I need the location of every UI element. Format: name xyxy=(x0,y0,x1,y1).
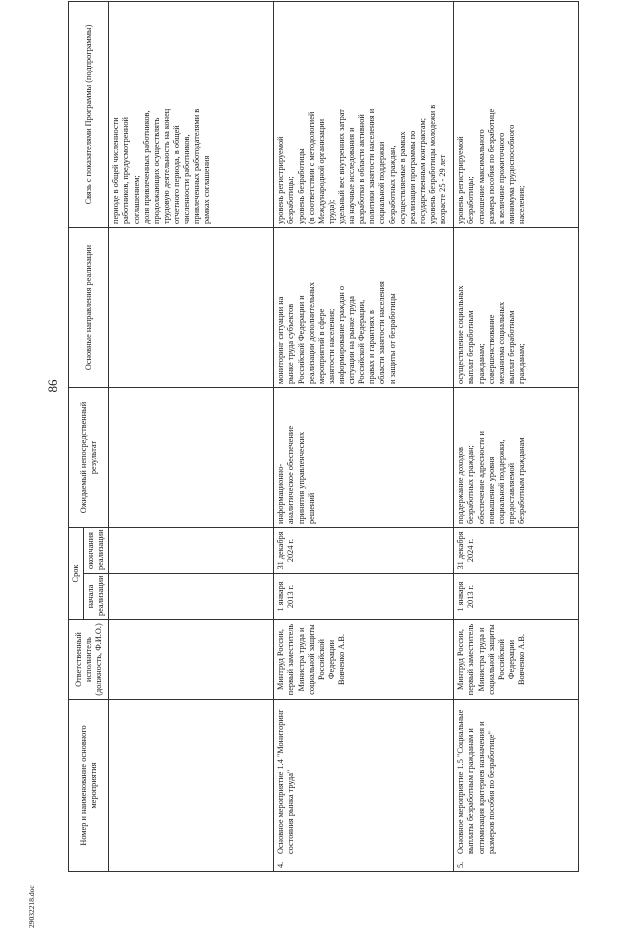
row5-number: 5. xyxy=(456,861,466,868)
row4-directions xyxy=(276,231,397,384)
header-row-top xyxy=(69,2,84,872)
text-line: ситуации на рынке труда xyxy=(347,296,357,384)
text-line: социальной поддержки xyxy=(377,141,387,224)
row5-start: 1 января 2013 г. xyxy=(454,574,579,620)
text-line: безработицы; xyxy=(466,176,476,224)
row4-name: Основное мероприятие 1.4 "Мониторинг состояния рынка труда" xyxy=(276,709,296,854)
text-line: (в соответствии с методологией xyxy=(306,111,316,224)
text-line: Министра труда и xyxy=(476,627,486,692)
row4-link xyxy=(276,5,448,224)
text-line: повышение уровня xyxy=(486,456,496,524)
text-line: минимума трудоспособного xyxy=(506,124,516,224)
text-line: обеспечение адресности и xyxy=(476,431,486,524)
header-expected-result: Ожидаемый непосредственный результат xyxy=(69,388,109,528)
text-line: гражданам; xyxy=(476,343,486,384)
text-line: безработицы; xyxy=(286,176,296,224)
text-line: Федерации xyxy=(506,639,516,680)
text-line: реализации программы по xyxy=(407,130,417,224)
text-line: области занятости населения xyxy=(377,281,387,384)
row4-link-cell xyxy=(274,2,454,228)
text-line: к величине прожиточного xyxy=(496,132,506,224)
row4-start: 1 января 2013 г. xyxy=(274,574,454,620)
row5-directions xyxy=(456,231,527,384)
text-line: безработным гражданам xyxy=(516,437,526,524)
row5-expected-result xyxy=(456,391,527,524)
text-line: осуществление социальных xyxy=(456,285,466,384)
text-line: уровень безработицы молодежи в xyxy=(427,104,437,224)
text-line: государственным контрактам; xyxy=(417,117,427,224)
row5-end: 31 декабря 2024 г. xyxy=(454,528,579,574)
text-line: Международной организации xyxy=(316,118,326,224)
text-line: Вовченко А.В. xyxy=(516,633,526,686)
text-line: отчетного периода, в общей xyxy=(171,125,181,224)
header-number-name: Номер и наименование основного мероприятия xyxy=(69,700,109,872)
page-number: 86 xyxy=(45,379,60,393)
text-line: населения; xyxy=(516,185,526,224)
cont-start-cell xyxy=(109,574,274,620)
text-line: предоставляемой xyxy=(506,462,516,524)
text-line: правах и гарантиях в xyxy=(367,310,377,384)
text-line: Федерации xyxy=(326,639,336,680)
row5-directions-cell xyxy=(454,228,579,388)
text-line: периоде в общей численности xyxy=(111,117,121,224)
text-line: аналитическое обеспечение xyxy=(286,425,296,524)
text-line: привлеченных работодателями в xyxy=(192,108,202,224)
text-line: Российской xyxy=(496,639,506,680)
row5-number-name-cell xyxy=(454,700,579,872)
text-line: труда); xyxy=(326,199,336,224)
cont-number-cell xyxy=(109,700,274,872)
text-line: Вовченко А.В. xyxy=(336,633,346,686)
text-line: Минтруд России, xyxy=(276,628,286,691)
text-line: информационно- xyxy=(276,463,286,524)
row5-responsible-cell xyxy=(454,620,579,700)
row5-name: Основное мероприятие 1.5 "Социальные выплаты безработным гражданам и оптимизация критериев назначения и размеров пособия по безработице" xyxy=(456,709,496,854)
header-link: Связь с показателями Программы (подпрограммы) xyxy=(69,2,109,228)
text-line: первый заместитель xyxy=(286,623,296,696)
row4-expected-result xyxy=(276,391,316,524)
row4-number-name-cell xyxy=(274,700,454,872)
header-end: окончания реализации xyxy=(84,528,109,574)
text-line: на научные исследования и xyxy=(347,127,357,224)
text-line: Российской xyxy=(316,639,326,680)
text-line: принятия управленческих xyxy=(296,431,306,524)
cont-link-cell xyxy=(109,2,274,228)
row4-responsible-cell xyxy=(274,620,454,700)
header-directions: Основные направления реализации xyxy=(69,228,109,388)
header-responsible: Ответственный исполнитель (должность, Ф.И.О.) xyxy=(69,620,109,700)
text-line: механизма социальных xyxy=(496,301,506,384)
text-line: занятости населения; xyxy=(326,308,336,384)
text-line: безработных граждан; xyxy=(466,445,476,524)
text-line: рамках соглашения xyxy=(202,155,212,224)
text-line: выплат безработным xyxy=(466,310,476,384)
text-line: уровень регистрируемой xyxy=(456,136,466,224)
text-line: поддержание доходов xyxy=(456,447,466,524)
row4-number: 4. xyxy=(276,861,286,868)
text-line: соглашением; xyxy=(131,175,141,224)
row4-responsible xyxy=(276,623,347,696)
document-code: 29032218.doc xyxy=(27,885,36,928)
text-line: уровень безработицы xyxy=(296,148,306,224)
text-line: работников, предусмотренной xyxy=(121,117,131,224)
text-line: социальной защиты xyxy=(486,624,496,695)
text-line: возрасте 25 - 29 лет xyxy=(438,154,448,224)
text-line: информирование граждан о xyxy=(336,285,346,384)
rotated-table-wrapper xyxy=(68,2,613,872)
table-row xyxy=(274,2,454,872)
text-line: отношение максимального xyxy=(476,129,486,224)
cont-responsible-cell xyxy=(109,620,274,700)
text-line: безработных граждан, xyxy=(387,145,397,224)
text-line: мониторинг ситуации на xyxy=(276,296,286,384)
text-line: гражданам; xyxy=(516,343,526,384)
row5-link-cell xyxy=(454,2,579,228)
cont-link-lines xyxy=(111,5,212,224)
text-line: социальной защиты xyxy=(306,624,316,695)
row5-link xyxy=(456,5,527,224)
text-line: численности работников, xyxy=(182,134,192,224)
text-line: размера пособия по безработице xyxy=(486,108,496,224)
header-start: начала реализации xyxy=(84,574,109,620)
text-line: Министра труда и xyxy=(296,627,306,692)
text-line: Российской Федерации и xyxy=(296,295,306,384)
cont-directions-cell xyxy=(109,228,274,388)
text-line: совершенствование xyxy=(486,314,496,384)
cont-end-cell xyxy=(109,528,274,574)
cont-result-cell xyxy=(109,388,274,528)
text-line: политики занятости населения и xyxy=(367,108,377,224)
row4-expected-result-cell xyxy=(274,388,454,528)
row5-responsible xyxy=(456,623,527,696)
text-line: осуществляемые в рамках xyxy=(397,131,407,224)
text-line: уровень регистрируемой xyxy=(276,136,286,224)
text-line: первый заместитель xyxy=(466,623,476,696)
row5-expected-result-cell xyxy=(454,388,579,528)
header-term: Срок xyxy=(69,528,84,620)
table-row-continuation xyxy=(109,2,274,872)
text-line: рынке труда субъектов xyxy=(286,303,296,384)
row4-directions-cell xyxy=(274,228,454,388)
text-line: решений xyxy=(306,492,316,524)
measures-table xyxy=(68,1,579,872)
text-line: разработки в области активной xyxy=(357,114,367,224)
text-line: Минтруд России, xyxy=(456,628,466,691)
table-row xyxy=(454,2,579,872)
text-line: удельный вес внутренних затрат xyxy=(336,109,346,224)
row4-end: 31 декабря 2024 г. xyxy=(274,528,454,574)
text-line: Российской Федерации, xyxy=(357,299,367,384)
text-line: продолжающих осуществлять xyxy=(151,117,161,224)
text-line: доля привлеченных работников, xyxy=(141,110,151,224)
text-line: трудовую деятельность на конец xyxy=(161,108,171,224)
text-line: социальной поддержки, xyxy=(496,439,506,524)
text-line: выплат безработным xyxy=(506,310,516,384)
text-line: мероприятий в сфере xyxy=(316,308,326,384)
text-line: и защиты от безработицы xyxy=(387,293,397,384)
text-line: реализации дополнительных xyxy=(306,282,316,384)
